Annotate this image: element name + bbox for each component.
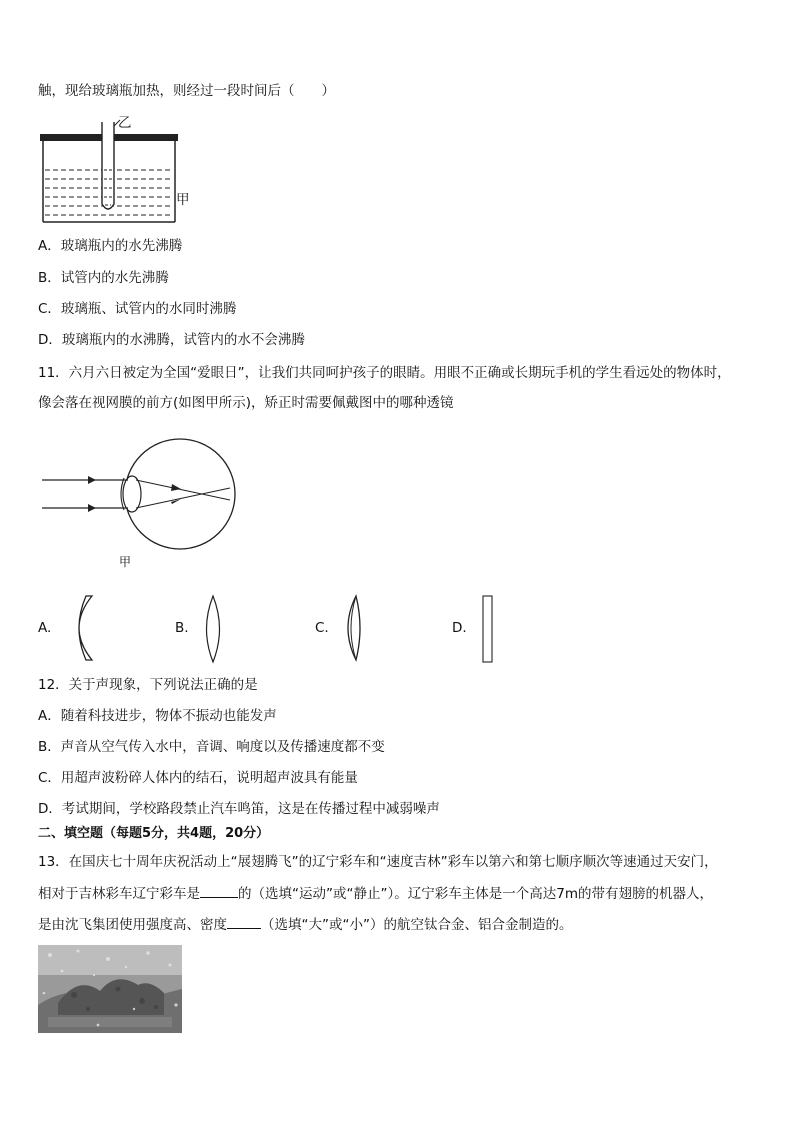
q10-option-d: D．玻璃瓶内的水沸腾，试管内的水不会沸腾 (38, 332, 305, 348)
q12-option-b: B．声音从空气传入水中，音调、响度以及传播速度都不变 (38, 739, 385, 755)
q11-eye-figure (40, 438, 240, 550)
q11-stem-line1: 11．六月六日被定为全国“爱眼日”，让我们共同呵护孩子的眼睛。用眼不正确或长期玩手机的学生看远处的物体时， (38, 365, 731, 381)
q11-option-a-label: A. (38, 620, 52, 636)
flat-glass-plate-icon (480, 594, 496, 664)
bottle-label: 甲 (176, 192, 190, 208)
q12-stem: 12．关于声现象，下列说法正确的是 (38, 677, 258, 693)
q13-line2 (38, 883, 713, 904)
q11-option-a-lens[interactable] (64, 594, 96, 662)
convex-lens-icon (200, 594, 226, 664)
q10-option-c: C．玻璃瓶、试管内的水同时沸腾 (38, 301, 237, 317)
q13-line3-after-blank: （选填“大”或“小”）的航空钛合金、铝合金制造的。 (261, 917, 573, 933)
q11-option-c-label: C. (315, 620, 329, 636)
q13-line3-before-blank: 是由沈飞集团使用强度高、密度 (38, 917, 227, 933)
q11-stem-line2: 像会落在视网膜的前方(如图甲所示)，矫正时需要佩戴图中的哪种透镜 (38, 395, 454, 411)
eye-diagram (40, 438, 240, 550)
parade-float-photo-graphic (38, 945, 182, 1033)
tube-label: 乙 (118, 115, 132, 131)
q12-option-c: C．用超声波粉碎人体内的结石，说明超声波具有能量 (38, 770, 358, 786)
q13-blank-1[interactable] (200, 883, 238, 898)
q12-option-a: A．随着科技进步，物体不振动也能发声 (38, 708, 277, 724)
parade-float-photo (38, 945, 182, 1033)
q10-stem: 触，现给玻璃瓶加热，则经过一段时间后（ ） (38, 83, 335, 99)
q13-blank-2[interactable] (227, 914, 261, 929)
q11-option-d-lens[interactable] (480, 594, 496, 664)
section-heading: 二、填空题（每题5分，共4题，20分） (38, 826, 270, 841)
q10-option-b: B．试管内的水先沸腾 (38, 270, 169, 286)
q13-line2-after-blank: 的（选填“运动”或“静止”）。辽宁彩车主体是一个高达7m的带有翅膀的机器人， (238, 886, 713, 902)
q13-line2-before-blank: 相对于吉林彩车辽宁彩车是 (38, 886, 200, 902)
q13-line3 (38, 914, 572, 935)
q10-option-a: A．玻璃瓶内的水先沸腾 (38, 238, 183, 254)
q13-line1: 13．在国庆七十周年庆祝活动上“展翅腾飞”的辽宁彩车和“速度吉林”彩车以第六和第七顺序顺次等速通过天安门， (38, 854, 718, 870)
q11-option-c-lens[interactable] (338, 594, 364, 664)
q11-option-b-lens[interactable] (200, 594, 226, 664)
concave-meniscus-lens-icon (64, 594, 96, 662)
q11-option-d-label: D. (452, 620, 467, 636)
convex-meniscus-lens-icon (338, 594, 364, 664)
q11-option-b-label: B. (175, 620, 189, 636)
q12-option-d: D．考试期间，学校路段禁止汽车鸣笛，这是在传播过程中减弱噪声 (38, 801, 440, 817)
eye-figure-label: 甲 (119, 555, 132, 569)
